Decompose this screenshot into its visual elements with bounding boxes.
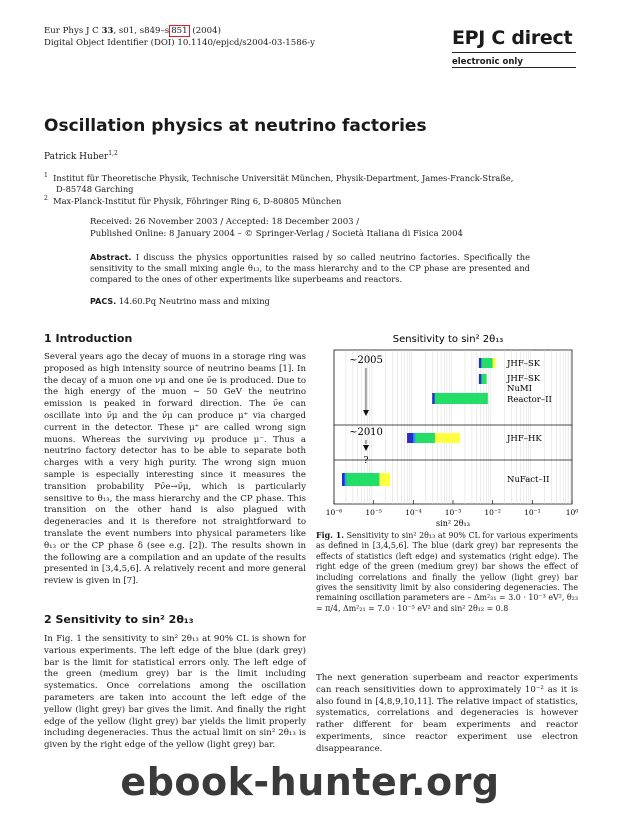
journal-citation: Eur Phys J C 33, s01, s849–s 851 (2004) xyxy=(44,26,221,36)
bar-statistics xyxy=(407,433,413,443)
abstract: Abstract. I discuss the physics opportunities raised by so called neutrino factories. Specifically the sensitivity to the small mixing angle θ₁₃, to the mass hierarchy and to the CP phase are presented and compared to the ones of other experiments like superbeams and reactors. xyxy=(90,252,531,285)
brand-subtitle-block xyxy=(452,55,523,67)
affiliation-1: $^1$ Institut für Theoretische Physik, Technische Universität München, Physik-Department, James-Franck-Straße, D-85748 Garching xyxy=(44,172,514,194)
bar-degeneracies xyxy=(379,473,390,486)
x-tick-label: 10⁻¹ xyxy=(524,508,541,517)
bar-degeneracies xyxy=(435,433,460,443)
annotation-2005: ~2005 xyxy=(349,355,383,366)
experiment-label: NuFact–II xyxy=(507,475,550,485)
bar-correlations xyxy=(481,374,486,384)
section-heading-sensitivity: 2 Sensitivity to sin² 2θ₁₃ xyxy=(44,613,194,626)
author: Patrick Huber$^{1,2}$ xyxy=(44,150,118,162)
bar-correlations xyxy=(416,433,435,443)
bar-statistics xyxy=(432,393,435,404)
bar-correlations xyxy=(481,358,492,368)
col2-paragraph: The next generation superbeam and reactor experiments can reach sensitivities down to approximately 10⁻² as it is also found in [4,8,9,10,11]. The relative impact of statistics, systematics, correlations and degeneracies is however rather different for beam experiments and reactor experiments, since reactor experiment use electron disappearance. xyxy=(316,673,578,754)
bar-statistics xyxy=(479,358,482,368)
sensitivity-paragraph: In Fig. 1 the sensitivity to sin² 2θ₁₃ at 90% CL is shown for various experiments. The left edge of the blue (dark grey) bar is the limit for statistical errors only. The left edge of the green (medium grey) bar is the limit including systematics. Once correlations among the oscillation parameters are taken into account the left edge of the yellow (light grey) bar gives the limit. And finally the right edge of the yellow (light grey) bar yields the limit properly including degeneracies. Thus the actual limit on sin² 2θ₁₃ is given by the right edge of the yellow (light grey) bar. xyxy=(44,634,306,751)
annotation-2010: ~2010 xyxy=(349,427,383,438)
experiment-label: Reactor–II xyxy=(507,395,552,405)
bar-correlations xyxy=(435,393,488,404)
x-tick-label: 10⁰ xyxy=(565,508,579,517)
figure-caption: Fig. 1. Sensitivity to sin² 2θ₁₃ at 90% CL for various experiments as defined in [3,4,5,6]. The blue (dark grey) bar represents the effects of statistics (left edge) and systematics (right edge). The right edge of the green (medium grey) bar shows the effect of including correlations and finally the yellow (light grey) bar gives the sensitivity limit by also considering degeneracies. The remaining oscillation parameters are – Δm²₃₁ = 3.0 · 10⁻³ eV², θ₂₃ = π/4, Δm²₂₁ = 7.0 · 10⁻⁵ eV² and sin² 2θ₁₂ = 0.8 xyxy=(316,531,578,613)
page-link[interactable]: 851 xyxy=(171,26,188,36)
brand-rule xyxy=(452,52,576,53)
pacs: PACS. 14.60.Pq Neutrino mass and mixing xyxy=(90,296,270,306)
journal-header xyxy=(44,26,315,49)
x-tick-label: 10⁻⁴ xyxy=(405,508,422,517)
annotation-question: ? xyxy=(363,456,369,466)
brand-rule xyxy=(452,67,576,68)
bar-statistics xyxy=(479,374,482,384)
chart-title: Sensitivity to sin² 2θ₁₃ xyxy=(392,334,504,345)
experiment-label: JHF–SK xyxy=(507,374,541,384)
brand-block xyxy=(452,27,572,49)
experiment-label: JHF–SK xyxy=(507,359,541,369)
x-tick-label: 10⁻⁶ xyxy=(325,508,343,517)
sensitivity-chart xyxy=(316,330,580,530)
x-tick-label: 10⁻² xyxy=(484,508,501,517)
brand-title: EPJ C direct xyxy=(452,27,573,49)
doi: Digital Object Identifier (DOI) 10.1140/epjcd/s2004-03-1586-y xyxy=(44,37,315,48)
bar-degeneracies xyxy=(493,358,496,368)
bar-correlations xyxy=(347,473,380,486)
intro-paragraph: Several years ago the decay of muons in a storage ring was proposed as high intensity source of neutrino beams [1]. In the decay of a muon one νμ and one ν̄e is produced. Due to the high energy of the muon ∼ 50 GeV the neutrino emission is peaked in forward direction. The ν̄e can oscillate into ν̄μ and the ν̄μ can produce μ⁺ via charged current in the detector. These μ⁺ are called wrong sign muons. Whereas the surviving νμ produce μ⁻. Thus a neutrino factory detector has to be able to separate both charges with a very high purity. The wrong sign muon sample is especially interesting since it measures the transition probability Pν̄e→ν̄μ, which is particularly sensitive to θ₁₃, the mass hierarchy and the CP phase. This transition on the other hand is also plagued with degeneracies and it is therefore not straightforward to translate the event numbers into physical parameters like θ₁₃ or the CP phase δ (see e.g. [2]). The results shown in the following are a compilation and an update of the results presented in [3,4,5,6]. A relatively recent and more general review is given in [7]. xyxy=(44,352,306,587)
brand-subtitle: electronic only xyxy=(452,57,523,67)
affiliation-2: $^2$ Max-Planck-Institut für Physik, Föhringer Ring 6, D-80805 München xyxy=(44,195,342,206)
section-heading-introduction: 1 Introduction xyxy=(44,332,133,345)
paper-title: Oscillation physics at neutrino factories xyxy=(44,116,427,136)
x-tick-label: 10⁻⁵ xyxy=(365,508,382,517)
bar-statistics xyxy=(342,473,345,486)
x-axis-label: sin² 2θ₁₃ xyxy=(436,519,470,528)
x-tick-label: 10⁻³ xyxy=(444,508,462,517)
watermark: ebook-hunter.org xyxy=(120,760,500,804)
experiment-label: JHF–HK xyxy=(507,434,542,444)
received-dates: Received: 26 November 2003 / Accepted: 18 December 2003 / Published Online: 8 January 2004 – © Springer-Verlag / Società Italiana di Fisica 2004 xyxy=(90,217,463,239)
experiment-label: NuMI xyxy=(507,384,532,394)
